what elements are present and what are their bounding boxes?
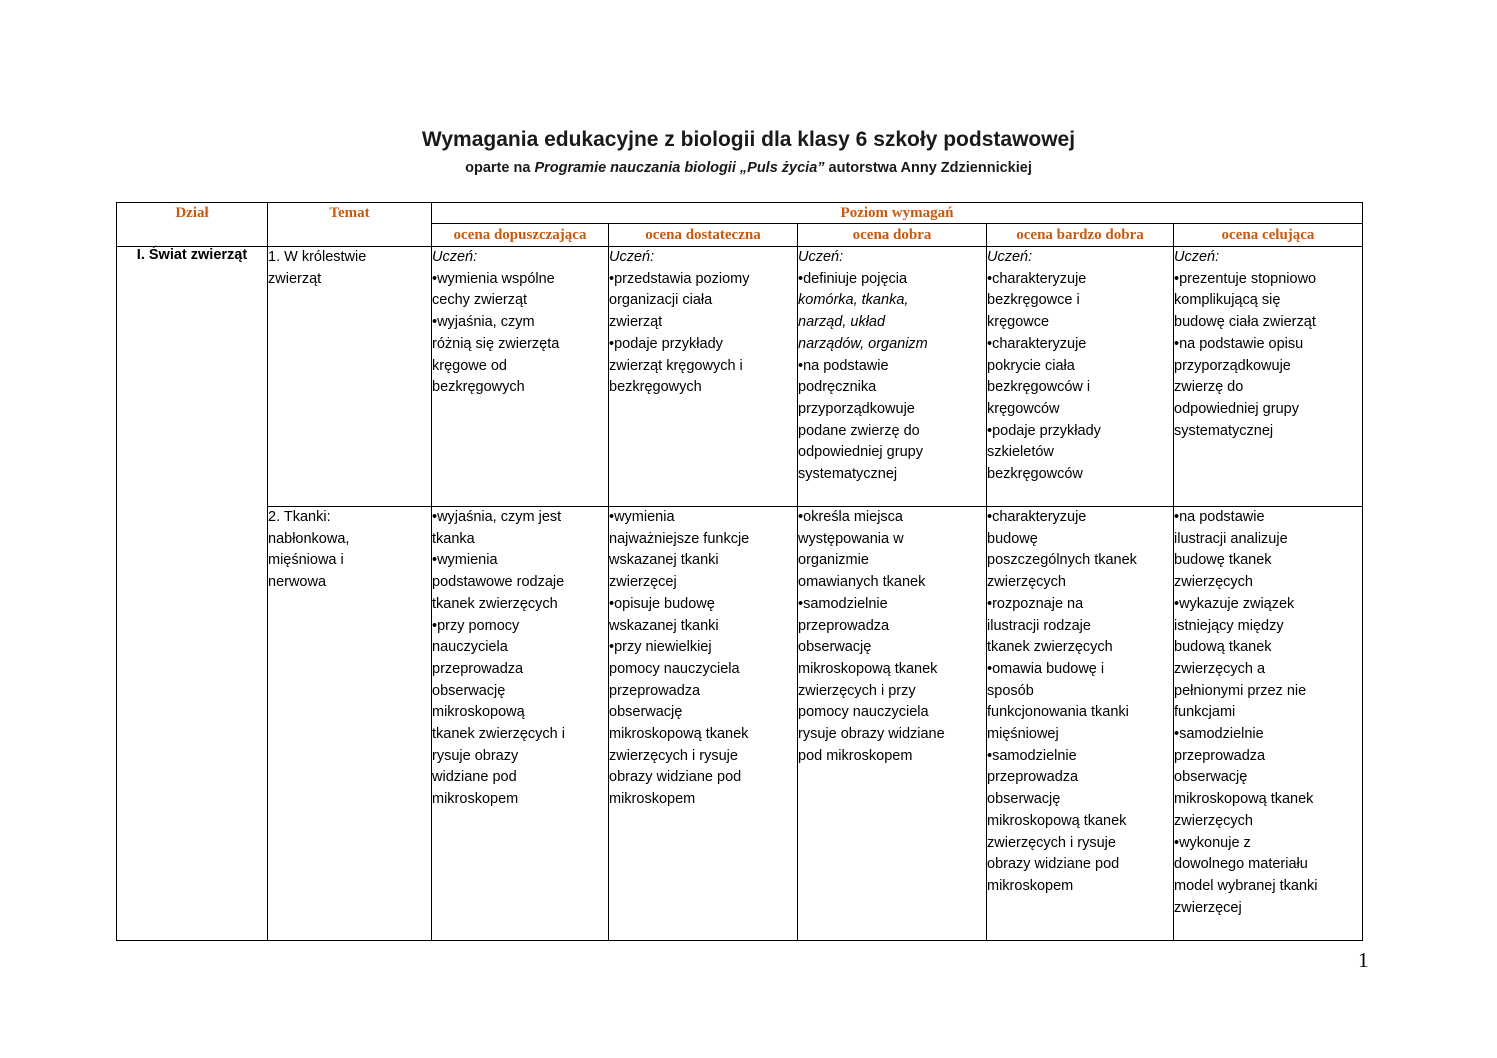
document-subtitle (0, 160, 1497, 176)
req-line: •na podstawie (1174, 509, 1265, 525)
req-line: zwierzęcej (1174, 899, 1242, 916)
req-line: zwierzęcych i rysuje (609, 747, 738, 764)
temat-line: mięśniowa i (268, 552, 344, 569)
req-line: mięśniowej (987, 726, 1059, 743)
req-line: •przedstawia poziomy (609, 270, 750, 287)
req-line: pod mikroskopem (798, 747, 913, 764)
req-cell-bardzo-dobra (987, 247, 1174, 507)
req-line: Uczeń: (798, 249, 844, 265)
req-line: istniejący między (1174, 617, 1284, 634)
req-line: pokrycie ciała (987, 357, 1075, 374)
req-line: podstawowe rodzaje (432, 574, 565, 591)
temat-line: zwierząt (268, 270, 322, 287)
req-line: przeprowadza (432, 660, 524, 677)
req-cell-dopuszczajaca (432, 507, 609, 941)
req-line: •prezentuje stopniowo (1174, 270, 1317, 287)
req-line: zwierzęcej (609, 574, 677, 591)
req-cell-dostateczna (609, 507, 798, 941)
req-line: ilustracji rodzaje (987, 617, 1091, 634)
header-temat: Temat (268, 203, 432, 247)
temat-line: 1. W królestwie (268, 249, 367, 265)
req-line: obrazy widziane pod (987, 856, 1120, 873)
req-line: zwierzęcych (987, 574, 1066, 591)
req-line: bezkręgowców (987, 466, 1083, 483)
req-line: •wykazuje związek (1174, 595, 1295, 612)
req-line: szkieletów (987, 444, 1054, 461)
req-line: obrazy widziane pod (609, 769, 742, 786)
req-line: •rozpoznaje na (987, 595, 1084, 612)
req-line: •samodzielnie (987, 747, 1077, 764)
req-line: •opisuje budowę (609, 595, 715, 612)
req-line: kręgowce (987, 314, 1050, 331)
req-line: •określa miejsca (798, 509, 903, 525)
req-line: mikroskopem (987, 877, 1074, 894)
req-line: zwierzęcych a (1174, 660, 1266, 677)
req-cell-bardzo-dobra (987, 507, 1174, 941)
req-line: zwierząt (609, 314, 663, 331)
req-line: podane zwierzę do (798, 422, 920, 439)
req-line: budową tkanek (1174, 639, 1272, 656)
req-line: •wykonuje z (1174, 834, 1251, 851)
req-line: przyporządkowuje (1174, 357, 1291, 374)
req-line: mikroskopową tkanek (987, 812, 1127, 829)
temat-line: nabłonkowa, (268, 530, 350, 547)
req-line: systematycznej (798, 466, 898, 483)
req-line: narządów, organizm (798, 335, 928, 352)
table-row (117, 507, 1363, 941)
req-line: •przy niewielkiej (609, 639, 712, 656)
req-line: •wymienia (609, 509, 675, 525)
req-line: zwierząt kręgowych i (609, 357, 743, 374)
req-line: zwierzęcych i przy (798, 682, 916, 699)
req-line: pomocy nauczyciela (609, 660, 740, 677)
req-line: mikroskopową tkanek (1174, 791, 1314, 808)
req-line: •charakteryzuje (987, 509, 1087, 525)
req-line: mikroskopową tkanek (609, 726, 749, 743)
req-line: obserwację (798, 639, 872, 656)
header-level-dopuszczajaca: ocena dopuszczająca (432, 224, 609, 247)
req-line: •podaje przykłady (987, 422, 1101, 439)
req-line: kręgowe od (432, 357, 507, 374)
req-line: •samodzielnie (1174, 726, 1264, 743)
req-line: •omawia budowę i (987, 660, 1105, 677)
req-line: przeprowadza (609, 682, 701, 699)
req-line: budowę ciała zwierząt (1174, 314, 1316, 331)
req-line: przeprowadza (798, 617, 890, 634)
header-level-dostateczna: ocena dostateczna (609, 224, 798, 247)
req-line: •na podstawie opisu (1174, 335, 1304, 352)
req-line: bezkręgowych (432, 379, 525, 396)
header-level-celujaca: ocena celująca (1174, 224, 1363, 247)
req-line: organizacji ciała (609, 292, 713, 309)
req-line: zwierzęcych i rysuje (987, 834, 1116, 851)
req-line: nauczyciela (432, 639, 508, 656)
req-line: mikroskopem (432, 791, 519, 808)
req-line: organizmie (798, 552, 869, 569)
req-line: Uczeń: (1174, 249, 1220, 265)
subtitle-suffix: autorstwa Anny Zdziennickiej (824, 160, 1032, 176)
req-line: •samodzielnie (798, 595, 888, 612)
req-cell-celujaca (1174, 247, 1363, 507)
req-line: odpowiedniej grupy (798, 444, 923, 461)
subtitle-program-name: Programie nauczania biologii „Puls życia” (534, 160, 825, 176)
req-line: obserwację (609, 704, 683, 721)
document-title: Wymagania edukacyjne z biologii dla klasy 6 szkoły podstawowej (421, 128, 1076, 151)
temat-line: nerwowa (268, 574, 327, 591)
req-line: przeprowadza (1174, 747, 1266, 764)
req-line: rysuje obrazy (432, 747, 519, 764)
req-line: pełnionymi przez nie (1174, 682, 1307, 699)
req-line: Uczeń: (432, 249, 478, 265)
req-line: bezkręgowców i (987, 379, 1091, 396)
header-level-bardzo-dobra: ocena bardzo dobra (987, 224, 1174, 247)
req-line: budowę (987, 530, 1038, 547)
req-line: różnią się zwierzęta (432, 335, 560, 352)
req-line: obserwację (987, 791, 1061, 808)
req-line: Uczeń: (987, 249, 1033, 265)
req-line: narząd, układ (798, 314, 886, 331)
req-line: •wymienia (432, 552, 498, 569)
req-line: bezkręgowych (609, 379, 702, 396)
req-line: zwierzę do (1174, 379, 1244, 396)
dzial-cell: I. Świat zwierząt (117, 247, 268, 941)
req-line: model wybranej tkanki (1174, 877, 1318, 894)
req-line: mikroskopową tkanek (798, 660, 938, 677)
table-row (117, 247, 1363, 507)
req-line: obserwację (1174, 769, 1248, 786)
page-number: 1 (1358, 948, 1369, 972)
req-line: tkanek zwierzęcych i (432, 726, 565, 743)
req-line: omawianych tkanek (798, 574, 926, 591)
req-line: komplikującą się (1174, 292, 1281, 309)
req-line: tkanek zwierzęcych (432, 595, 558, 612)
req-line: •wymienia wspólne (432, 270, 555, 287)
req-line: odpowiedniej grupy (1174, 400, 1299, 417)
req-line: przeprowadza (987, 769, 1079, 786)
temat-line: 2. Tkanki: (268, 509, 331, 525)
req-line: zwierzęcych (1174, 812, 1253, 829)
req-line: widziane pod (432, 769, 517, 786)
req-line: zwierzęcych (1174, 574, 1253, 591)
header-poziom-wymagan: Poziom wymagań (432, 203, 1363, 224)
req-line: funkcjami (1174, 704, 1236, 721)
req-line: systematycznej (1174, 422, 1274, 439)
temat-cell (268, 247, 432, 507)
req-line: •charakteryzuje (987, 335, 1087, 352)
req-line: mikroskopową (432, 704, 525, 721)
req-line: cechy zwierząt (432, 292, 528, 309)
req-cell-dobra (798, 247, 987, 507)
req-line: •definiuje pojęcia (798, 270, 908, 287)
req-line: •przy pomocy (432, 617, 520, 634)
req-line: występowania w (798, 530, 904, 547)
req-cell-dopuszczajaca (432, 247, 609, 507)
req-line: sposób (987, 682, 1034, 699)
req-line: Uczeń: (609, 249, 655, 265)
req-line: kręgowców (987, 400, 1060, 417)
req-line: wskazanej tkanki (609, 552, 719, 569)
req-line: budowę tkanek (1174, 552, 1272, 569)
req-line: rysuje obrazy widziane (798, 726, 945, 743)
req-line: dowolnego materiału (1174, 856, 1308, 873)
req-line: obserwację (432, 682, 506, 699)
req-cell-dobra (798, 507, 987, 941)
req-line: •charakteryzuje (987, 270, 1087, 287)
req-line: ilustracji analizuje (1174, 530, 1288, 547)
req-line: tkanka (432, 530, 475, 547)
header-dzial: Dział (117, 203, 268, 247)
req-cell-dostateczna (609, 247, 798, 507)
req-line: •wyjaśnia, czym jest (432, 509, 562, 525)
req-line: najważniejsze funkcje (609, 530, 750, 547)
req-line: •podaje przykłady (609, 335, 723, 352)
req-line: •wyjaśnia, czym (432, 314, 535, 331)
req-line: przyporządkowuje (798, 400, 915, 417)
req-line: tkanek zwierzęcych (987, 639, 1113, 656)
requirements-table (116, 202, 1363, 941)
req-line: funkcjonowania tkanki (987, 704, 1129, 721)
req-line: komórka, tkanka, (798, 292, 909, 309)
req-line: pomocy nauczyciela (798, 704, 929, 721)
req-line: bezkręgowce i (987, 292, 1080, 309)
header-level-dobra: ocena dobra (798, 224, 987, 247)
req-cell-celujaca (1174, 507, 1363, 941)
temat-cell (268, 507, 432, 941)
req-line: mikroskopem (609, 791, 696, 808)
req-line: •na podstawie (798, 357, 889, 374)
req-line: podręcznika (798, 379, 877, 396)
subtitle-prefix: oparte na (465, 160, 535, 176)
req-line: poszczególnych tkanek (987, 552, 1137, 569)
req-line: wskazanej tkanki (609, 617, 719, 634)
